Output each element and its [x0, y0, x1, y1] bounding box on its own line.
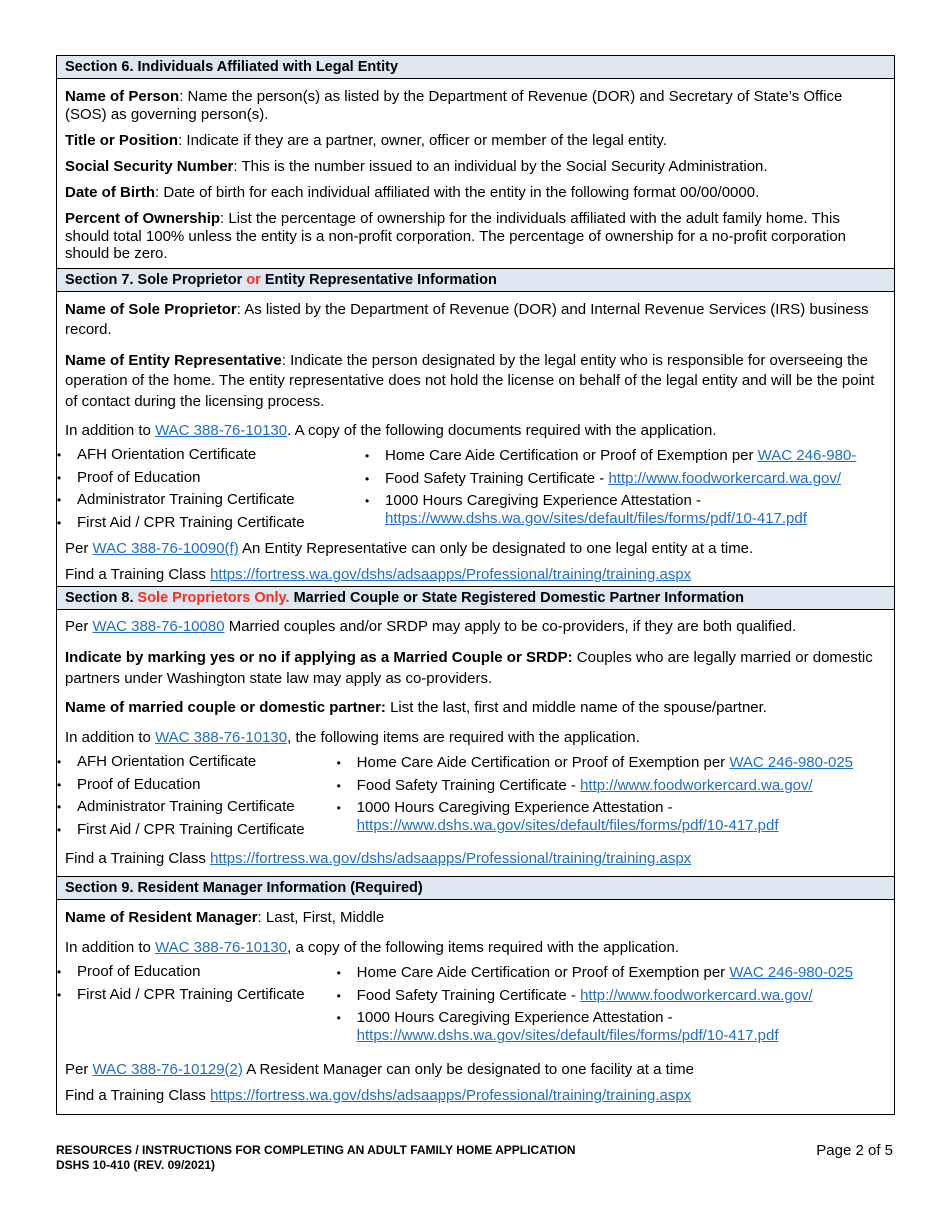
- s9-documents-list: [57, 963, 886, 1050]
- page-number: Page 2 of 5: [816, 1142, 893, 1159]
- wac-246-980-link[interactable]: WAC 246-980-: [757, 447, 857, 464]
- list-item: • First Aid / CPR Training Certificate: [57, 514, 365, 532]
- training-class-link[interactable]: https://fortress.wa.gov/dshs/adsaapps/Professional/training/training.aspx: [210, 850, 692, 867]
- list-item: • Food Safety Training Certificate - http://www.foodworkercard.wa.gov/: [365, 470, 885, 488]
- list-item: • Proof of Education: [57, 963, 337, 981]
- list-item: • Food Safety Training Certificate - http://www.foodworkercard.wa.gov/: [337, 987, 886, 1005]
- list-item: • 1000 Hours Caregiving Experience Attestation - https://www.dshs.wa.gov/sites/default/files/forms/pdf/10-417.pdf: [337, 799, 886, 835]
- s8-left-list: [57, 753, 337, 843]
- s9-right-list: [337, 964, 886, 1050]
- section-9-body: [57, 909, 894, 1114]
- section-8-body: [57, 618, 894, 876]
- list-item: • Proof of Education: [57, 469, 365, 487]
- s7-documents-list: [57, 446, 886, 536]
- s7-left-list: [57, 446, 365, 536]
- wac-388-76-10130-link[interactable]: WAC 388-76-10130: [155, 729, 288, 746]
- wac-388-76-10129-link[interactable]: WAC 388-76-10129(2): [92, 1060, 243, 1078]
- list-item: • Food Safety Training Certificate - http://www.foodworkercard.wa.gov/: [337, 777, 886, 795]
- list-item: • Administrator Training Certificate: [57, 798, 337, 816]
- s7-in-addition: In addition to WAC 388-76-10130. A copy of the following documents required with the application.: [65, 422, 717, 439]
- list-item: • AFH Orientation Certificate: [57, 446, 365, 464]
- s9-per-wac: Per WAC 388-76-10129(2) A Resident Manager can only be designated to one facility at a time: [65, 1060, 694, 1078]
- list-item: • Administrator Training Certificate: [57, 491, 365, 509]
- section-6-header: Section 6. Individuals Affiliated with Legal Entity: [57, 56, 894, 79]
- foodworkercard-link[interactable]: http://www.foodworkercard.wa.gov/: [608, 469, 842, 487]
- s6-ownership: Percent of Ownership: List the percentage of ownership for the individuals affiliated with the adult family home. This should total 100% unless the entity is a non-profit corporation. The percentage of ownership for a no-profit corporation should be zero.: [65, 210, 847, 262]
- s7-find-class: Find a Training Class https://fortress.wa.gov/dshs/adsaapps/Professional/training/training.aspx: [65, 566, 692, 583]
- s8-per-wac: Per WAC 388-76-10080 Married couples and/or SRDP may apply to be co-providers, if they are both qualified.: [65, 618, 797, 635]
- s8-find-class: Find a Training Class https://fortress.wa.gov/dshs/adsaapps/Professional/training/training.aspx: [65, 850, 692, 867]
- training-class-link[interactable]: https://fortress.wa.gov/dshs/adsaapps/Professional/training/training.aspx: [210, 1086, 692, 1104]
- footer-form-title: [56, 1143, 576, 1172]
- list-item: • Proof of Education: [57, 776, 337, 794]
- list-item: • AFH Orientation Certificate: [57, 753, 337, 771]
- footer-title: RESOURCES / INSTRUCTIONS FOR COMPLETING AN ADULT FAMILY HOME APPLICATION: [56, 1143, 576, 1157]
- foodworkercard-link[interactable]: http://www.foodworkercard.wa.gov/: [580, 986, 813, 1004]
- s8-documents-list: [57, 753, 886, 843]
- list-item: • 1000 Hours Caregiving Experience Attestation - https://www.dshs.wa.gov/sites/default/files/forms/pdf/10-417.pdf: [365, 492, 885, 528]
- s7-per-wac: Per WAC 388-76-10090(f) An Entity Representative can only be designated to one legal entity at a time.: [65, 540, 754, 557]
- s9-left-list: [57, 963, 337, 1050]
- form-10-417-link[interactable]: https://www.dshs.wa.gov/sites/default/files/forms/pdf/10-417.pdf: [356, 1027, 779, 1044]
- s7-right-list: [365, 447, 885, 536]
- list-item: • First Aid / CPR Training Certificate: [57, 821, 337, 839]
- section-7-body: [57, 300, 894, 587]
- s6-dob: Date of Birth: Date of birth for each individual affiliated with the entity in the following format 00/00/0000.: [65, 184, 760, 201]
- section-7-header: Section 7. Sole Proprietor or Entity Representative Information: [57, 268, 894, 292]
- list-item: • 1000 Hours Caregiving Experience Attestation - https://www.dshs.wa.gov/sites/default/files/forms/pdf/10-417.pdf: [337, 1009, 886, 1045]
- s7-entity-rep: Name of Entity Representative: Indicate the person designated by the legal entity who is responsible for overseeing the operation of the home. The entity representative does not hold the license on behalf of the legal entity and will be the point of contact during the licensing process.: [65, 351, 875, 410]
- s8-in-addition: In addition to WAC 388-76-10130, the following items are required with the application.: [65, 729, 640, 746]
- section-9-header: Section 9. Resident Manager Information (Required): [57, 876, 894, 900]
- list-item: • First Aid / CPR Training Certificate: [57, 986, 337, 1004]
- training-class-link[interactable]: https://fortress.wa.gov/dshs/adsaapps/Professional/training/training.aspx: [210, 566, 692, 583]
- wac-388-76-10090-link[interactable]: WAC 388-76-10090(f): [92, 540, 239, 557]
- s6-name-of-person: Name of Person: Name the person(s) as listed by the Department of Revenue (DOR) and Secretary of State’s Office (SOS) as governing person(s).: [65, 88, 843, 123]
- list-item: • Home Care Aide Certification or Proof of Exemption per WAC 246-980-: [365, 447, 885, 465]
- s9-in-addition: In addition to WAC 388-76-10130, a copy of the following items required with the application.: [65, 939, 679, 956]
- s8-spouse-name: Name of married couple or domestic partner: List the last, first and middle name of the spouse/partner.: [65, 699, 767, 716]
- foodworkercard-link[interactable]: http://www.foodworkercard.wa.gov/: [580, 776, 813, 794]
- form-10-417-link[interactable]: https://www.dshs.wa.gov/sites/default/files/forms/pdf/10-417.pdf: [356, 817, 779, 834]
- instructions-frame: [56, 55, 895, 1115]
- list-item: • Home Care Aide Certification or Proof of Exemption per WAC 246-980-025: [337, 754, 886, 772]
- section-6-body: [57, 79, 894, 268]
- s8-married-couple: Indicate by marking yes or no if applying as a Married Couple or SRDP: Couples who are legally married or domestic partners under Washington state law may apply as co-providers.: [65, 649, 873, 687]
- wac-388-76-10080-link[interactable]: WAC 388-76-10080: [92, 618, 225, 635]
- form-10-417-link[interactable]: https://www.dshs.wa.gov/sites/default/files/forms/pdf/10-417.pdf: [385, 510, 807, 527]
- s8-right-list: [337, 754, 886, 843]
- wac-388-76-10130-link[interactable]: WAC 388-76-10130: [155, 939, 288, 956]
- s6-ssn: Social Security Number: This is the number issued to an individual by the Social Security Administration.: [65, 158, 768, 175]
- list-item: • Home Care Aide Certification or Proof of Exemption per WAC 246-980-025: [337, 964, 886, 982]
- s9-find-class: Find a Training Class https://fortress.wa.gov/dshs/adsaapps/Professional/training/training.aspx: [65, 1086, 692, 1104]
- wac-388-76-10130-link[interactable]: WAC 388-76-10130: [155, 422, 288, 439]
- section-8-header: Section 8. Sole Proprietors Only. Married Couple or State Registered Domestic Partner Information: [57, 586, 894, 610]
- s9-resident-manager: Name of Resident Manager: Last, First, Middle: [65, 909, 385, 926]
- s6-title-or-position: Title or Position: Indicate if they are a partner, owner, officer or member of the legal entity.: [65, 132, 667, 149]
- s7-sole-proprietor: Name of Sole Proprietor: As listed by the Department of Revenue (DOR) and Internal Revenue Services (IRS) business record.: [65, 300, 869, 338]
- wac-246-980-025-link[interactable]: WAC 246-980-025: [729, 754, 854, 771]
- wac-246-980-025-link[interactable]: WAC 246-980-025: [729, 964, 854, 981]
- footer-form-number: DSHS 10-410 (REV. 09/2021): [56, 1157, 215, 1172]
